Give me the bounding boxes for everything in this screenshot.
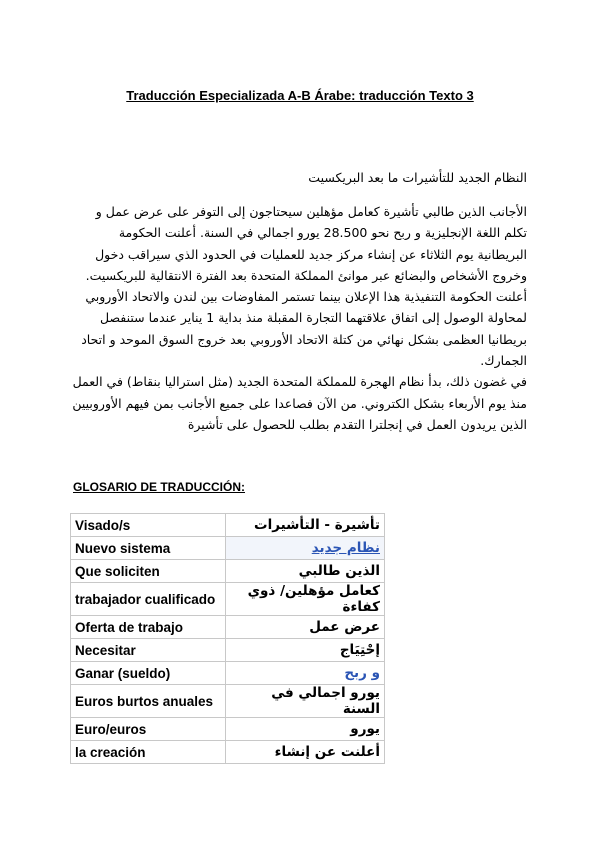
glossary-term-es: Euros burtos anuales [71,685,226,718]
glossary-term-es: trabajador cualificado [71,583,226,616]
glossary-term-es: Que soliciten [71,560,226,583]
glossary-term-ar: تأشيرة - التأشيرات [226,514,385,537]
table-row [71,514,385,537]
table-row [71,685,385,718]
glossary-term-ar: و ربح [226,662,385,685]
glossary-term-ar: عرض عمل [226,616,385,639]
arabic-paragraph-2: أعلنت الحكومة التنفيذية هذا الإعلان بينما تستمر المفاوضات بين لندن والاتحاد الأوروبي لمحاولة الوصول إلى اتفاق علاقتهما التجارة المقبلة منذ بداية 1 يناير عندما ستنفصل بريطانيا العظمى بشكل نهائي من كتلة الاتحاد الأوروبي بعد خروج السوق الموحد و اتحاد الجمارك. [81,289,527,369]
table-row [71,560,385,583]
glossary-term-es: Oferta de trabajo [71,616,226,639]
arabic-paragraph-1: الأجانب الذين طالبي تأشيرة كعامل مؤهلين سيحتاجون إلى التوفر على عرض عمل و تكلم اللغة الإنجليزية و ربح نحو 28.500 يورو اجمالي في السنة. أعلنت الحكومة البريطانية يوم الثلاثاء عن إنشاء مركز جديد للعمليات في الحدود الذي سيراقب دخول وخروج الأشخاص والبضائع عبر موانئ المملكة المتحدة بعد الفترة الانتقالية للبريكسيت. [85,204,527,283]
glossary-term-es: Necesitar [71,639,226,662]
glossary-term-ar: كعامل مؤهلين/ ذوي كفاءة [226,583,385,616]
glossary-term-es: Ganar (sueldo) [71,662,226,685]
glossary-term-ar: يورو اجمالي في السنة [226,685,385,718]
glossary-term-es: la creación [71,741,226,764]
arabic-paragraph-3: في غضون ذلك، بدأ نظام الهجرة للمملكة المتحدة الجديد (مثل استراليا بنقاط) في العمل منذ يوم الأربعاء بشكل الكتروني. من الآن فصاعدا على جميع الأجانب بمن فيهم الأوروبيين الذين يريدون العمل في إنجلترا التقدم بطلب للحصول على تأشيرة [72,374,527,432]
glossary-title: GLOSARIO DE TRADUCCIÓN: [73,480,245,494]
table-row [71,718,385,741]
glossary-term-es: Nuevo sistema [71,537,226,560]
glossary-term-ar: نظام جديد [226,537,385,560]
glossary-term-ar: يورو [226,718,385,741]
arabic-body [72,201,527,435]
glossary-term-ar: الذين طالبي [226,560,385,583]
arabic-heading: النظام الجديد للتأشيرات ما بعد البريكسيت [308,170,527,185]
table-row [71,639,385,662]
table-row [71,583,385,616]
document-title: Traducción Especializada A-B Árabe: traducción Texto 3 [126,88,474,103]
glossary-term-es: Visado/s [71,514,226,537]
glossary-table [70,513,385,764]
table-row [71,537,385,560]
table-row [71,662,385,685]
glossary-term-ar: أعلنت عن إنشاء [226,741,385,764]
glossary-term-ar: إحْتِيَاج [226,639,385,662]
table-row [71,616,385,639]
glossary-term-es: Euro/euros [71,718,226,741]
table-row [71,741,385,764]
